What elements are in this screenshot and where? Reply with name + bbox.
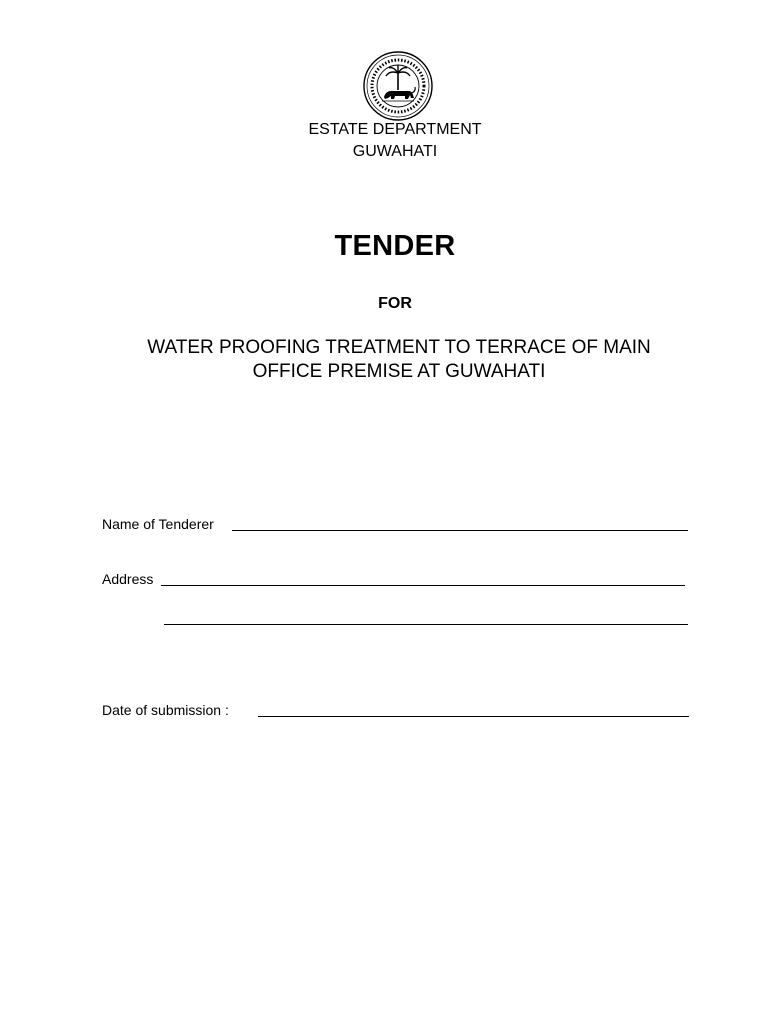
tender-subject-line-2: OFFICE PREMISE AT GUWAHATI	[252, 361, 546, 382]
title-for: FOR	[378, 295, 412, 312]
document-title: TENDER	[334, 230, 456, 262]
tenderer-name-label: Name of Tenderer	[102, 516, 214, 532]
address-line-2[interactable]	[164, 624, 688, 625]
tender-subject	[14, 336, 770, 384]
submission-date-label: Date of submission :	[102, 702, 229, 718]
department-name: ESTATE DEPARTMENT	[308, 121, 482, 138]
department-city: GUWAHATI	[352, 143, 438, 160]
department-heading	[10, 119, 770, 163]
tenderer-name-line[interactable]	[232, 530, 688, 531]
bank-seal-logo	[362, 50, 434, 122]
tender-subject-line-1: WATER PROOFING TREATMENT TO TERRACE OF MAIN	[147, 337, 651, 358]
address-label: Address	[102, 571, 154, 587]
submission-date-line[interactable]	[258, 716, 689, 717]
address-line-1[interactable]	[161, 585, 685, 586]
